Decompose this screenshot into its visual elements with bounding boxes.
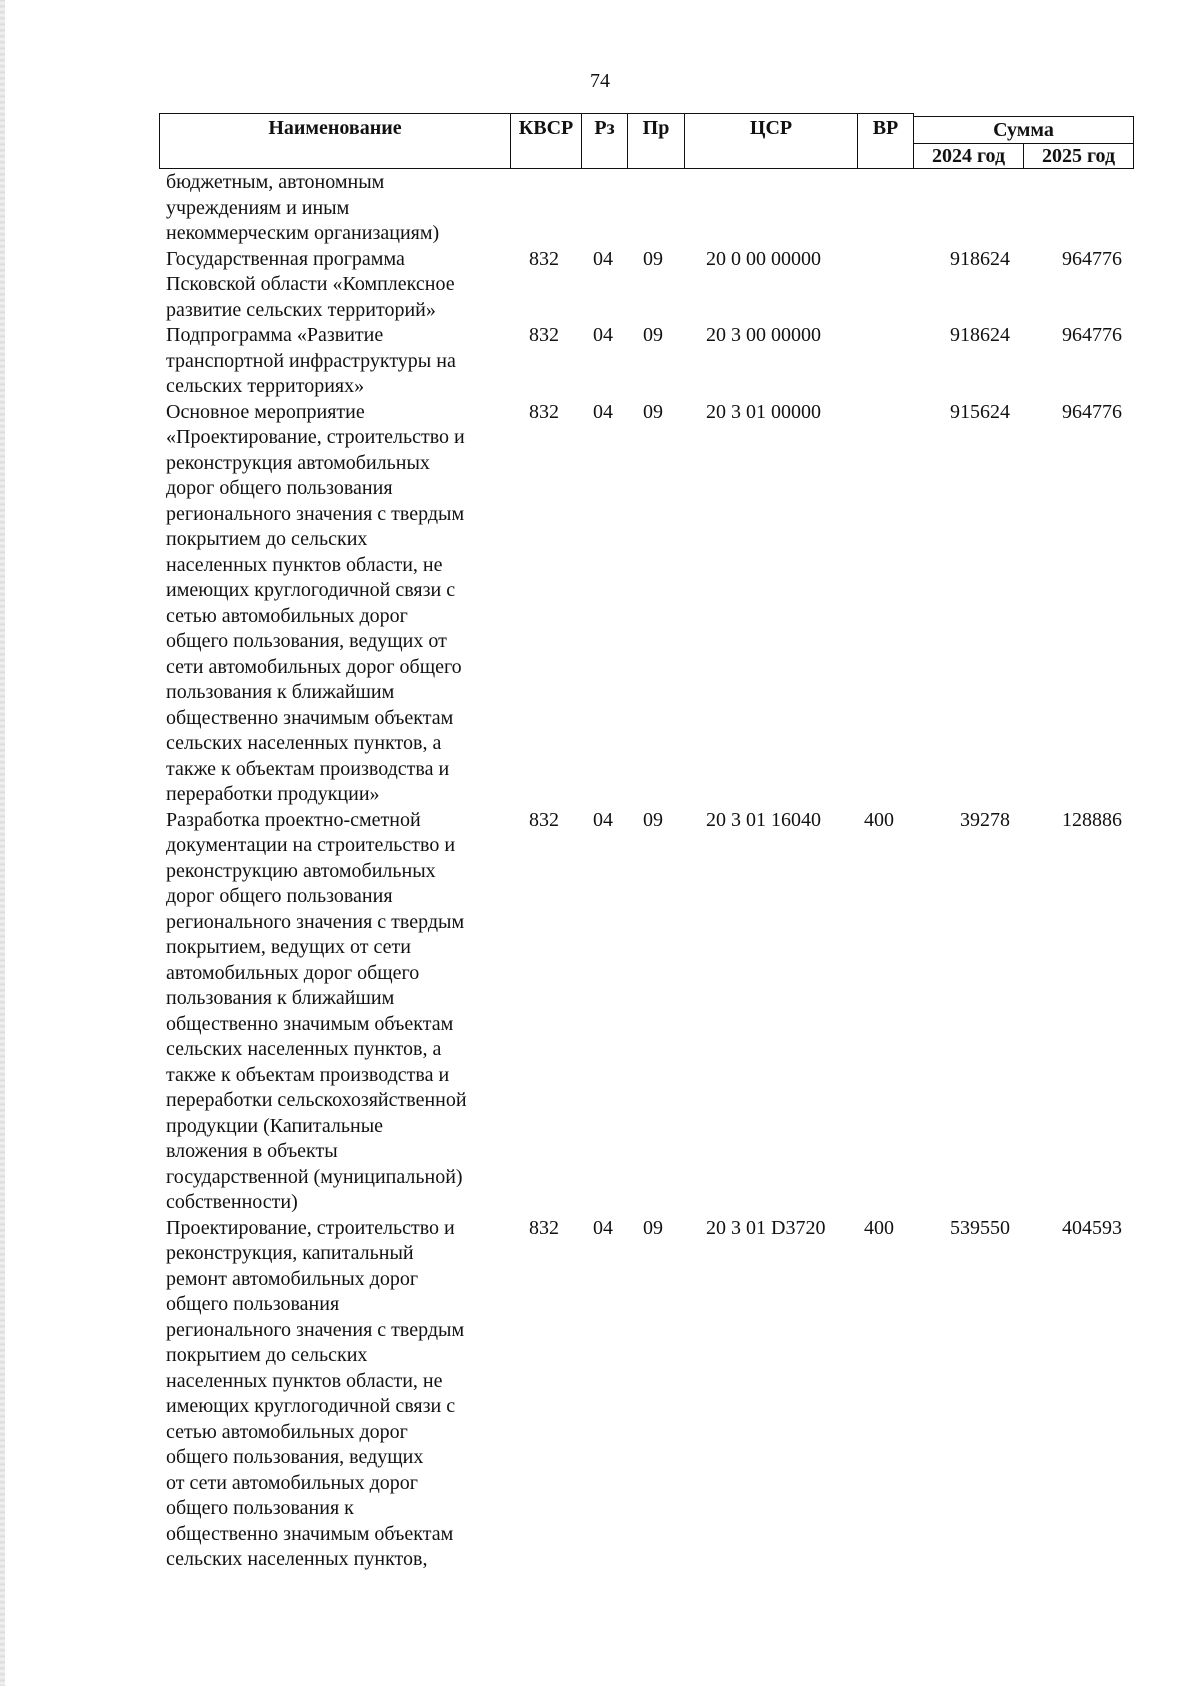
header-rz: Рз <box>581 113 628 169</box>
header-kvsr: КВСР <box>510 113 582 169</box>
header-name: Наименование <box>159 113 511 169</box>
page-number: 74 <box>590 70 610 92</box>
header-year-2024: 2024 год <box>913 143 1024 169</box>
table-header <box>159 113 1134 169</box>
header-vr: ВР <box>857 113 914 169</box>
row-rz: 04 <box>593 808 613 831</box>
row-sum-2025: 964776 <box>1062 324 1122 346</box>
row-pr: 09 <box>643 1216 663 1239</box>
row-kvsr: 832 <box>529 400 559 423</box>
row-pr: 09 <box>643 247 663 270</box>
row-csr: 20 0 00 00000 <box>706 247 821 270</box>
row-vr: 400 <box>864 808 894 831</box>
row-name: Подпрограмма «Развитие транспортной инфраструктуры на сельских территориях» <box>166 324 456 397</box>
header-csr: ЦСР <box>684 113 858 169</box>
table-row <box>0 247 1200 324</box>
table-row <box>0 808 1200 1216</box>
row-csr: 20 3 01 00000 <box>706 400 821 423</box>
header-sum: Сумма <box>913 116 1134 144</box>
row-sum-2025: 128886 <box>1062 808 1122 831</box>
row-kvsr: 832 <box>529 808 559 831</box>
row-kvsr: 832 <box>529 1216 559 1239</box>
row-rz: 04 <box>593 1216 613 1239</box>
row-sum-2024: 539550 <box>950 1216 1010 1239</box>
row-name: бюджетным, автономным учреждениям и иным некоммерческим организациям) <box>166 171 440 244</box>
row-sum-2024: 915624 <box>950 400 1010 423</box>
row-pr: 09 <box>643 400 663 423</box>
row-sum-2025: 964776 <box>1062 247 1122 270</box>
row-kvsr: 832 <box>529 324 559 346</box>
row-name: Разработка проектно-сметной документации на строительство и реконструкцию автомобильных дорог общего пользования регионального значения с твердым покрытием, ведущих от сети автомобильных дорог общего пользования к ближайшим общественно значимым объектам сельских населенных пунктов, а также к объектам производства и переработки сельскохозяйственной продукции (Капитальные вложения в объекты государственной (муниципальной) собственности) <box>166 808 467 1213</box>
row-sum-2024: 39278 <box>960 808 1010 831</box>
row-sum-2024: 918624 <box>950 324 1010 346</box>
row-name: Государственная программа Псковской области «Комплексное развитие сельских территорий» <box>166 247 455 321</box>
row-rz: 04 <box>593 400 613 423</box>
row-kvsr: 832 <box>529 247 559 270</box>
table-row <box>0 1216 1200 1573</box>
row-vr: 400 <box>864 1216 894 1239</box>
row-sum-2024: 918624 <box>950 247 1010 270</box>
row-rz: 04 <box>593 247 613 270</box>
row-rz: 04 <box>593 324 613 346</box>
row-sum-2025: 404593 <box>1062 1216 1122 1239</box>
row-sum-2025: 964776 <box>1062 400 1122 423</box>
table-row <box>0 323 1200 400</box>
row-name: Основное мероприятие «Проектирование, строительство и реконструкция автомобильных дорог общего пользования регионального значения с твердым покрытием до сельских населенных пунктов области, не имеющих круглогодичной связи с сетью автомобильных дорог общего пользования, ведущих от сети автомобильных дорог общего пользования к ближайшим общественно значимым объектам сельских населенных пунктов, а также к объектам производства и переработки продукции» <box>166 400 465 805</box>
header-year-2025: 2025 год <box>1023 143 1134 169</box>
row-csr: 20 3 01 16040 <box>706 808 821 831</box>
table-row <box>0 170 1200 247</box>
row-csr: 20 3 01 D3720 <box>706 1216 826 1239</box>
row-pr: 09 <box>643 324 663 346</box>
row-pr: 09 <box>643 808 663 831</box>
row-name: Проектирование, строительство и реконструкция, капитальный ремонт автомобильных дорог общего пользования регионального значения с твердым покрытием до сельских населенных пунктов области, не имеющих круглогодичной связи с сетью автомобильных дорог общего пользования, ведущих от сети автомобильных дорог общего пользования к общественно значимым объектам сельских населенных пунктов, <box>166 1216 465 1570</box>
row-csr: 20 3 00 00000 <box>706 324 821 346</box>
table-body <box>0 170 1200 1573</box>
header-pr: Пр <box>627 113 685 169</box>
table-row <box>0 400 1200 808</box>
